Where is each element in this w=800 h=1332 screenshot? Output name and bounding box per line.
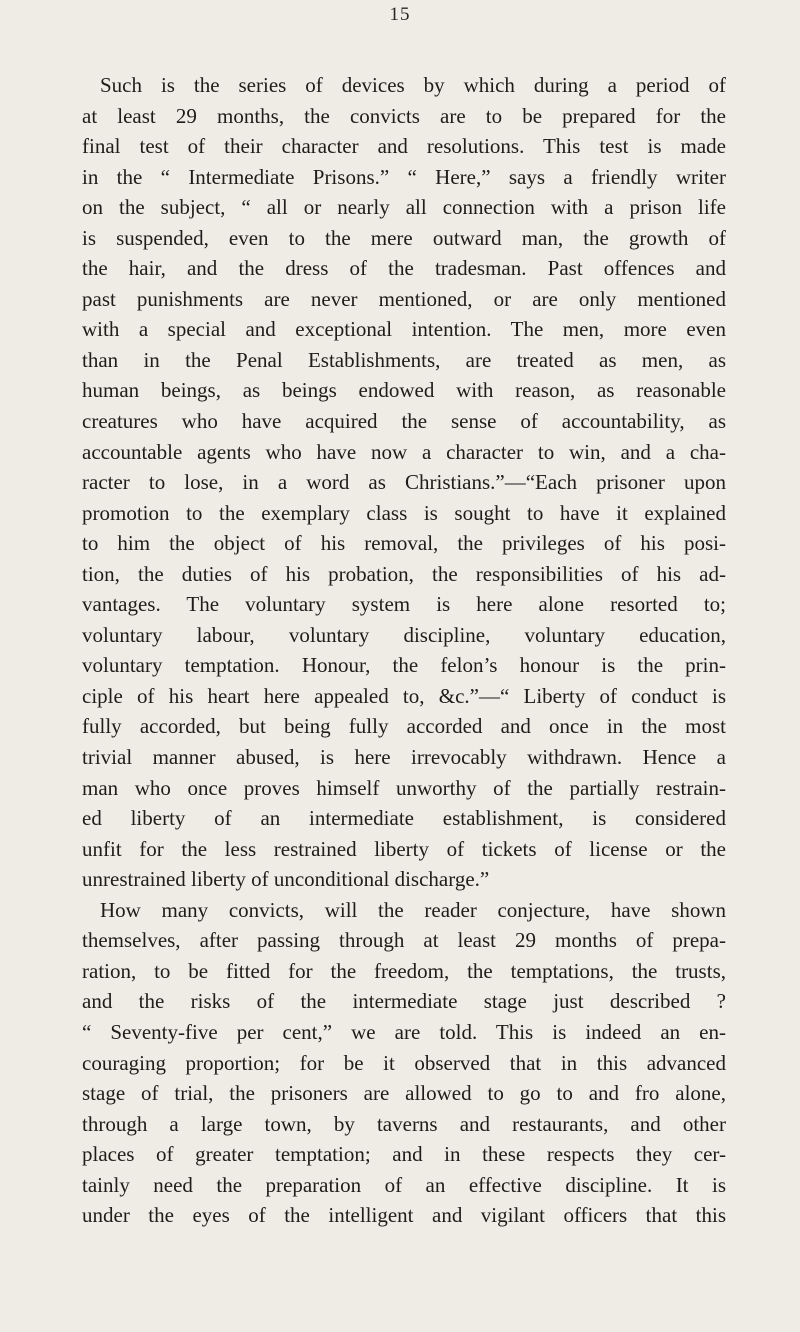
- text-line: at least 29 months, the convicts are to be prepared for the: [82, 103, 726, 128]
- text-line: tion, the duties of his probation, the responsibilities of his ad-: [82, 561, 726, 586]
- text-line: racter to lose, in a word as Christians.”—“Each prisoner upon: [82, 470, 726, 495]
- text-line: ciple of his heart here appealed to, &c.”—“ Liberty of conduct is: [82, 683, 726, 708]
- text-line: is suspended, even to the mere outward man, the growth of: [82, 225, 726, 250]
- text-line: ed liberty of an intermediate establishment, is considered: [82, 806, 726, 831]
- text-line: on the subject, “ all or nearly all connection with a prison life: [82, 195, 726, 220]
- text-line: to him the object of his removal, the privileges of his posi-: [82, 531, 726, 556]
- text-line: places of greater temptation; and in these respects they cer-: [82, 1142, 726, 1167]
- text-line: themselves, after passing through at least 29 months of prepa-: [82, 928, 726, 953]
- text-line: human beings, as beings endowed with reason, as reasonable: [82, 378, 726, 403]
- text-line: couraging proportion; for be it observed that in this advanced: [82, 1050, 726, 1075]
- text-line: and the risks of the intermediate stage just described ?: [82, 989, 726, 1014]
- text-line: past punishments are never mentioned, or are only mentioned: [82, 286, 726, 311]
- text-line: Such is the series of devices by which during a period of: [100, 73, 726, 97]
- text-line: trivial manner abused, is here irrevocably withdrawn. Hence a: [82, 745, 726, 770]
- text-line: How many convicts, will the reader conjecture, have shown: [100, 897, 726, 922]
- text-line: in the “ Intermediate Prisons.” “ Here,” says a friendly writer: [82, 164, 726, 189]
- text-line: than in the Penal Establishments, are treated as men, as: [82, 347, 726, 372]
- text-line: with a special and exceptional intention. The men, more even: [82, 317, 726, 342]
- body-text: [82, 70, 726, 1231]
- text-line: under the eyes of the intelligent and vigilant officers that this: [82, 1203, 726, 1228]
- text-line: vantages. The voluntary system is here alone resorted to;: [82, 592, 726, 617]
- text-line: man who once proves himself unworthy of the partially restrain-: [82, 775, 726, 800]
- text-line: the hair, and the dress of the tradesman. Past offences and: [82, 256, 726, 281]
- text-line: unfit for the less restrained liberty of tickets of license or the: [82, 836, 726, 861]
- text-line: voluntary temptation. Honour, the felon’s honour is the prin-: [82, 653, 726, 678]
- text-line: tainly need the preparation of an effective discipline. It is: [82, 1172, 726, 1197]
- text-line: accountable agents who have now a character to win, and a cha-: [82, 439, 726, 464]
- page-number: 15: [389, 4, 411, 25]
- text-line: voluntary labour, voluntary discipline, voluntary education,: [82, 622, 726, 647]
- text-line: “ Seventy-five per cent,” we are told. This is indeed an en-: [82, 1019, 726, 1044]
- text-line: creatures who have acquired the sense of accountability, as: [82, 409, 726, 434]
- text-line: unrestrained liberty of unconditional discharge.”: [82, 867, 490, 892]
- text-line: through a large town, by taverns and restaurants, and other: [82, 1111, 726, 1136]
- text-line: fully accorded, but being fully accorded and once in the most: [82, 714, 726, 739]
- text-line: promotion to the exemplary class is sought to have it explained: [82, 500, 726, 525]
- text-line: stage of trial, the prisoners are allowed to go to and fro alone,: [82, 1081, 726, 1106]
- text-line: ration, to be fitted for the freedom, the temptations, the trusts,: [82, 958, 726, 983]
- text-line: final test of their character and resolutions. This test is made: [82, 134, 726, 159]
